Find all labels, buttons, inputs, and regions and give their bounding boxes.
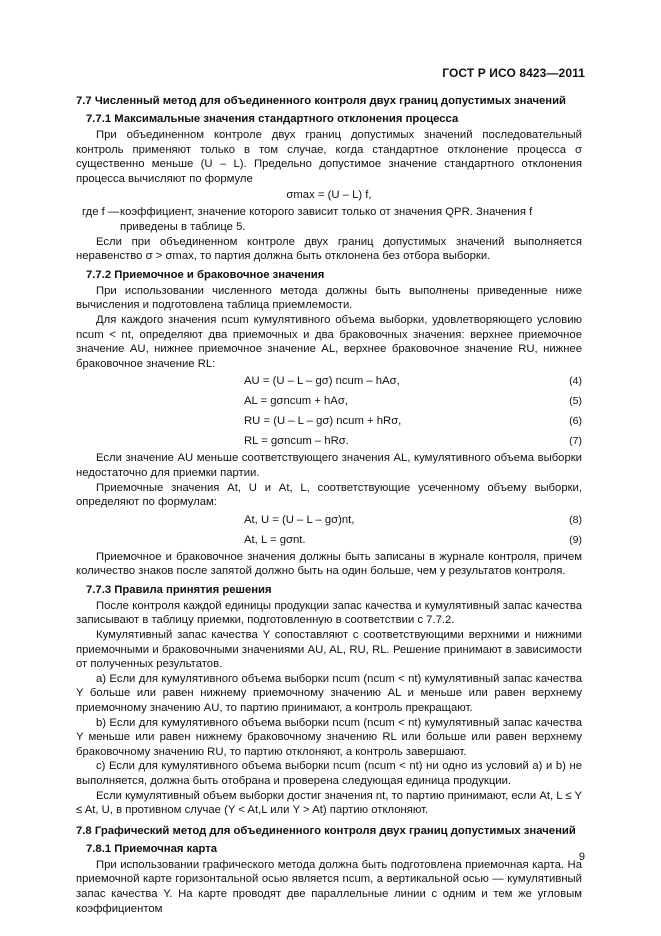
list-item-c: с) Если для кумулятивного объема выборки ncum (ncum < nt) ни одно из условий а) и b) не выполняется, должна быть отобрана и проверена следующая единица продукции. xyxy=(76,760,582,787)
paragraph: Кумулятивный запас качества Y сопоставляют с соответствующими верхними и нижними приемочными и браковочными значениями AU, AL, RU, RL. Решение принимают в зависимости от полученных результатов. xyxy=(76,629,582,671)
paragraph: Если значение AU меньше соответствующего значения AL, кумулятивного объема выборки недостаточно для приемки партии. xyxy=(76,452,582,479)
paragraph: При использовании графического метода должна быть подготовлена приемочная карта. На приемочной карте горизонтальной осью является ncum, а вертикальной осью — кумулятивный запас качества Y. На карте проводят две параллельные линии с одним и тем же угловым коэффициентом xyxy=(76,858,582,915)
equation-4 xyxy=(76,371,582,391)
equation-number: (6) xyxy=(569,415,582,428)
equation-expr: AU = (U – L – gσ) ncum – hAσ, xyxy=(244,375,400,388)
section-7-7-3-title: 7.7.3 Правила принятия решения xyxy=(86,583,272,596)
paragraph: При объединенном контроле двух границ допустимых значений последовательный контроль применяют только в том случае, когда стандартное отклонение процесса σ существенно меньше (U – L). Предельно допустимое значение стандартного отклонения процесса вычисляют по формуле xyxy=(76,129,582,185)
equation-8 xyxy=(76,510,582,530)
formula-sigma-max: σmax = (U – L) f, xyxy=(286,189,372,202)
where-label: где f — xyxy=(82,206,120,219)
equation-expr: At, U = (U – L – gσ)nt, xyxy=(244,513,355,526)
list-item-b: b) Если для кумулятивного объема выборки ncum (ncum < nt) кумулятивный запас качества Y меньше или равен нижнему браковочному значению RL или больше или равен верхнему браковочному значению RU, то партию отклоняют, а контроль завершают. xyxy=(76,716,582,758)
page-content xyxy=(76,94,582,916)
paragraph: После контроля каждой единицы продукции запас качества и кумулятивный запас качества записывают в таблицу приемки, подготовленную в соответствии с 7.7.2. xyxy=(76,599,582,627)
section-7-7-2-title: 7.7.2 Приемочное и браковочное значения xyxy=(86,268,325,281)
standard-header: ГОСТ Р ИСО 8423—2011 xyxy=(442,66,585,80)
paragraph: Если при объединенном контроле двух границ допустимых значений выполняется неравенство σ > σmax, то партия должна быть отклонена без отбора выборки. xyxy=(76,235,582,263)
equation-expr: At, L = gσnt. xyxy=(244,533,306,546)
page-number: 9 xyxy=(578,851,585,863)
equation-number: (8) xyxy=(569,513,582,526)
equation-number: (5) xyxy=(569,395,582,408)
where-clause xyxy=(76,205,582,234)
paragraph: Приемочные значения At, U и At, L, соответствующие усеченному объему выборки, определяют по формулам: xyxy=(76,481,582,509)
equation-expr: RU = (U – L – gσ) ncum + hRσ, xyxy=(244,415,402,428)
paragraph: Для каждого значения ncum кумулятивного объема выборки, удовлетворяющего условию ncum < nt, определяют два приемочных и два браковочных значения: верхнее приемочное значение AU, нижнее приемочное значение AL, верхнее браковочное значение RU, нижнее браковочное значение RL: xyxy=(76,313,582,370)
equation-number: (7) xyxy=(569,435,582,448)
equation-number: (4) xyxy=(569,375,582,388)
paragraph: При использовании численного метода должны быть выполнены приведенные ниже вычисления и подготовлена таблица приемлемости. xyxy=(76,284,582,312)
equation-expr: AL = gσncum + hAσ, xyxy=(244,395,348,408)
section-7-7-title: 7.7 Численный метод для объединенного контроля двух границ допустимых значений xyxy=(76,95,567,107)
section-7-7-1-title: 7.7.1 Максимальные значения стандартного отклонения процесса xyxy=(86,113,459,125)
equation-7 xyxy=(76,431,582,451)
section-7-8-1-title: 7.8.1 Приемочная карта xyxy=(86,842,218,855)
equation-number: (9) xyxy=(569,533,582,546)
equation-expr: RL = gσncum – hRσ. xyxy=(244,435,349,448)
equation-5 xyxy=(76,391,582,411)
paragraph: Если кумулятивный объем выборки достиг значения nt, то партию принимают, если At, L ≤ Y ≤ At, U, в противном случае (Y < At,L или Y > At) партию отклоняют. xyxy=(76,789,582,817)
section-7-8-title: 7.8 Графический метод для объединенного контроля двух границ допустимых значений xyxy=(76,824,576,837)
equation-6 xyxy=(76,411,582,431)
equation-9 xyxy=(76,530,582,550)
where-text: коэффициент, значение которого зависит только от значения QPR. Значения f приведены в таблице 5. xyxy=(120,206,533,233)
list-item-a: а) Если для кумулятивного объема выборки ncum (ncum < nt) кумулятивный запас качества Y больше или равен нижнему приемочному значению AL и меньше или равен верхнему приемочному значению AU, то партию принимают, а контроль прекращают. xyxy=(76,672,582,715)
paragraph: Приемочное и браковочное значения должны быть записаны в журнале контроля, причем количество знаков после запятой должно быть на один больше, чем у результатов контроля. xyxy=(76,550,582,578)
